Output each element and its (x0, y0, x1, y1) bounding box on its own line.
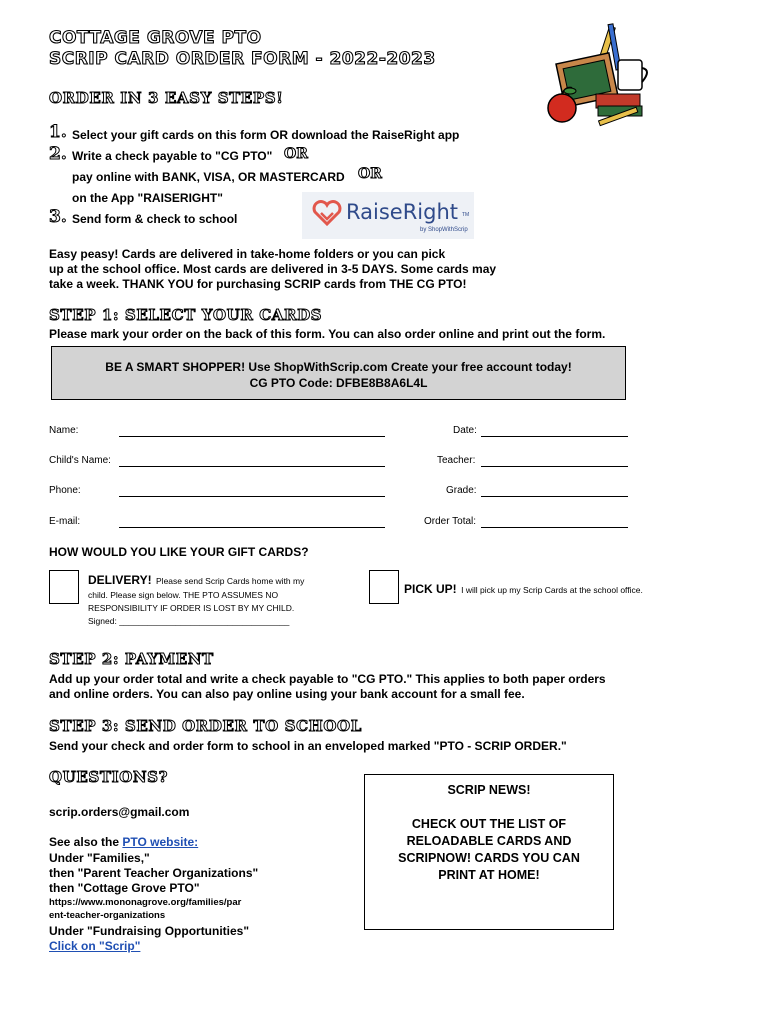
email-label: E-mail: (49, 516, 81, 527)
or-word-1: OR (284, 146, 308, 162)
step1-number: 1. (49, 122, 67, 142)
step3-heading: STEP 3: SEND ORDER TO SCHOOL (49, 717, 362, 735)
step3-line1: Send your check and order form to school in an enveloped marked "PTO - SCRIP ORDER." (49, 739, 567, 753)
pickup-label: PICK UP! (404, 582, 457, 596)
pickup-option (404, 580, 643, 598)
under-families: Under "Families," (49, 851, 150, 865)
raiseright-tm: TM (462, 212, 470, 218)
step2-line3: on the App "RAISERIGHT" (72, 191, 223, 205)
teacher-label: Teacher: (437, 455, 476, 466)
scrip-news-title: SCRIP NEWS! (447, 783, 531, 797)
pto-url[interactable] (49, 896, 241, 922)
order-total-label: Order Total: (424, 516, 477, 527)
phone-field[interactable] (119, 496, 385, 497)
raiseright-logo (302, 192, 474, 239)
under-fundraising: Under "Fundraising Opportunities" (49, 924, 250, 938)
order-total-field[interactable] (481, 527, 628, 528)
step2-line1: Add up your order total and write a check payable to "CG PTO." This applies to both paper orders (49, 672, 606, 686)
questions-heading: QUESTIONS? (49, 768, 168, 786)
step2-text: Write a check payable to "CG PTO" (72, 149, 273, 163)
step2-line2: pay online with BANK, VISA, OR MASTERCARD (72, 170, 345, 184)
step3-text: Send form & check to school (72, 212, 238, 226)
step1-instructions: Please mark your order on the back of this form. You can also order online and print out the form. (49, 327, 606, 341)
signature-line[interactable]: Signed: ____________________________________ (88, 616, 290, 626)
step1-heading: STEP 1: SELECT YOUR CARDS (49, 306, 323, 324)
pto-website-link[interactable]: PTO website: (122, 835, 199, 849)
delivery-label: DELIVERY! (88, 573, 152, 587)
phone-label: Phone: (49, 485, 81, 496)
delivery-note-a: Please send Scrip Cards home with my (156, 576, 305, 586)
scrip-news-line4: PRINT AT HOME! (438, 868, 540, 882)
scrip-news-line1: CHECK OUT THE LIST OF (411, 817, 567, 831)
raiseright-wordmark: RaiseRight (346, 200, 458, 224)
then-pto-orgs: then "Parent Teacher Organizations" (49, 866, 259, 880)
steps-heading: ORDER IN 3 EASY STEPS! (49, 89, 284, 107)
date-field[interactable] (481, 436, 628, 437)
scrip-news-box (364, 774, 614, 930)
step3-number: 3. (49, 207, 67, 227)
pickup-note: I will pick up my Scrip Cards at the school office. (461, 585, 643, 595)
teacher-field[interactable] (481, 466, 628, 467)
step1-text: Select your gift cards on this form OR download the RaiseRight app (72, 128, 460, 142)
intro-line3: take a week. THANK YOU for purchasing SCRIP cards from THE CG PTO! (49, 277, 467, 291)
intro-line1: Easy peasy! Cards are delivered in take-home folders or you can pick (49, 247, 446, 261)
delivery-checkbox[interactable] (49, 570, 79, 604)
shopper-box-line1: BE A SMART SHOPPER! Use ShopWithScrip.com Create your free account today! (105, 360, 572, 374)
form-title-line2: SCRIP CARD ORDER FORM - 2022-2023 (49, 49, 436, 69)
email-field[interactable] (119, 527, 385, 528)
date-label: Date: (453, 425, 477, 436)
delivery-question: HOW WOULD YOU LIKE YOUR GIFT CARDS? (49, 545, 309, 559)
pickup-checkbox[interactable] (369, 570, 399, 604)
step2-number: 2. (49, 144, 67, 164)
shopper-info-box (51, 346, 626, 400)
or-word-2: OR (358, 166, 382, 182)
pto-url-part2: ent-teacher-organizations (49, 910, 166, 921)
then-cottage-grove: then "Cottage Grove PTO" (49, 881, 200, 895)
scrip-news-line3: SCRIPNOW! CARDS YOU CAN (398, 851, 580, 865)
intro-line2: up at the school office. Most cards are delivered in 3-5 DAYS. Some cards may (49, 262, 497, 276)
form-title-line1: COTTAGE GROVE PTO (49, 28, 262, 48)
step2-line2-text: and online orders. You can also pay online using your bank account for a small fee. (49, 687, 525, 701)
name-field[interactable] (119, 436, 385, 437)
see-also-text: See also the (49, 835, 120, 849)
delivery-option (88, 572, 328, 614)
child-name-label: Child's Name: (49, 455, 111, 466)
heart-icon (312, 200, 342, 226)
contact-email[interactable]: scrip.orders@gmail.com (49, 805, 190, 819)
delivery-note-b: child. Please sign below. THE PTO ASSUMES NO (88, 590, 279, 600)
school-supplies-icon (540, 20, 652, 132)
grade-field[interactable] (481, 496, 628, 497)
step2-heading: STEP 2: PAYMENT (49, 650, 214, 668)
child-name-field[interactable] (119, 466, 385, 467)
name-label: Name: (49, 425, 79, 436)
scrip-link[interactable]: Click on "Scrip" (49, 939, 141, 953)
scrip-news-line2: RELOADABLE CARDS AND (406, 834, 572, 848)
raiseright-byline: by ShopWithScrip (420, 227, 468, 233)
pto-code: CG PTO Code: DFBE8B8A6L4L (249, 376, 428, 390)
see-also (49, 834, 198, 850)
pto-url-part1: https://www.mononagrove.org/families/par (49, 897, 242, 908)
delivery-note-c: RESPONSIBILITY IF ORDER IS LOST BY MY CHILD. (88, 603, 295, 613)
grade-label: Grade: (446, 485, 477, 496)
